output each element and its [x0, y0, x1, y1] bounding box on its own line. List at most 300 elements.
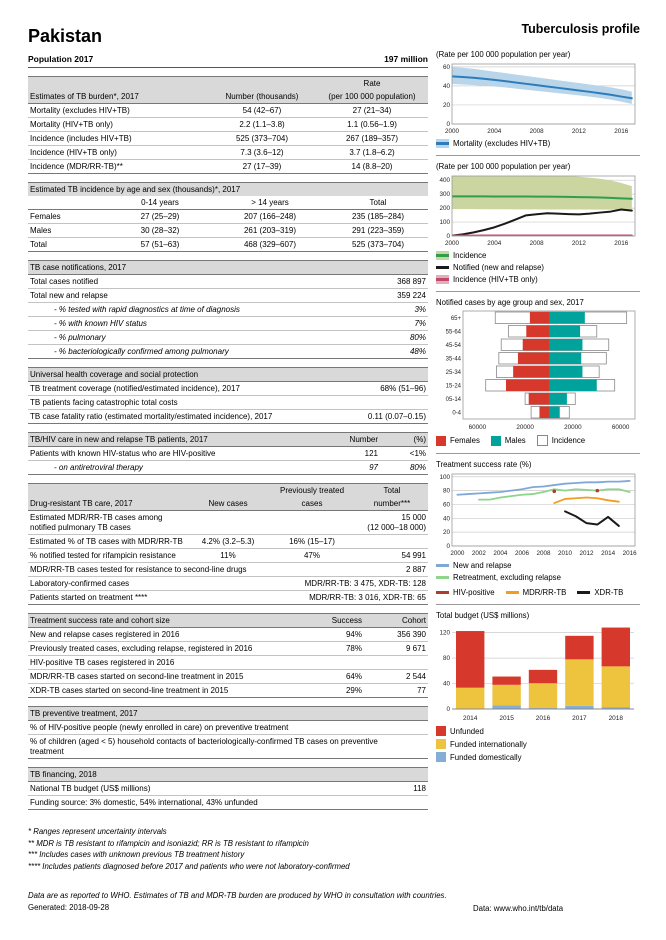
table-cell: (%) — [413, 434, 426, 444]
table-cell: 0-14 years — [141, 197, 179, 207]
svg-text:2000: 2000 — [444, 240, 460, 247]
table-cell: 80% — [409, 462, 426, 472]
xdr-line-marker — [577, 591, 590, 594]
table-row — [28, 118, 428, 132]
table-cell: 3.7 (1.8–6.2) — [349, 147, 395, 157]
table-row — [28, 261, 428, 275]
table-cell: 2.2 (1.1–3.8) — [239, 119, 285, 129]
table-cell: Total — [383, 485, 401, 495]
table-cell: 2 544 — [405, 671, 426, 681]
unfunded-swatch — [436, 726, 446, 736]
table-cell: 47% — [303, 550, 320, 560]
table-cell: Females — [30, 211, 61, 221]
data-table — [28, 367, 428, 424]
table-cell: 291 (223–359) — [351, 225, 405, 235]
table-row — [28, 563, 428, 577]
table-row — [28, 511, 428, 535]
population-row — [28, 54, 428, 68]
table-cell: 57 (51–63) — [140, 239, 180, 249]
svg-text:20000: 20000 — [564, 424, 582, 431]
table-cell — [396, 735, 428, 759]
table-cell: 267 (189–357) — [345, 133, 399, 143]
table-cell — [28, 196, 108, 210]
table-cell: Number — [349, 434, 378, 444]
legend-item — [491, 435, 526, 446]
svg-text:80: 80 — [442, 487, 450, 495]
incidence-swatch — [537, 435, 548, 446]
svg-text:60000: 60000 — [611, 424, 630, 431]
table-cell: Males — [30, 225, 52, 235]
legend-item — [436, 739, 640, 749]
legend-item — [436, 561, 640, 570]
svg-text:2016: 2016 — [614, 128, 629, 135]
table-cell: Rate — [363, 78, 381, 88]
hiv-incidence-band-line-marker — [436, 275, 449, 284]
svg-text:2012: 2012 — [579, 550, 594, 557]
table-cell: 54 (42–67) — [242, 105, 282, 115]
table-row — [28, 132, 428, 146]
table-row — [28, 410, 428, 424]
table-cell: % of children (aged < 5) household contacts of bacteriologically-confirmed TB cases on preventive treatment — [30, 736, 378, 756]
legend-item — [577, 588, 623, 597]
table-cell — [396, 721, 428, 735]
table-cell: New and relapse cases registered in 2016 — [30, 629, 180, 639]
table-cell: 27 (25–29) — [140, 211, 180, 221]
table-row — [28, 549, 428, 563]
uhc-social-protection-table — [28, 367, 428, 424]
table-row — [28, 707, 428, 721]
profile-title: Tuberculosis profile — [521, 22, 640, 36]
table-cell: 29% — [345, 685, 362, 695]
svg-text:55-64: 55-64 — [445, 329, 461, 336]
table-cell: % of HIV-positive people (newly enrolled in care) on preventive treatment — [30, 722, 289, 732]
data-link[interactable]: Data: www.who.int/tb/data — [473, 904, 564, 913]
mortality-trend-chart — [436, 60, 640, 136]
svg-text:2018: 2018 — [608, 715, 624, 722]
legend-label: New and relapse — [453, 561, 512, 570]
table-cell: New cases — [208, 498, 248, 508]
table-cell — [188, 511, 268, 535]
legend-item — [436, 726, 640, 736]
table-cell: cases — [301, 498, 323, 508]
svg-text:2000: 2000 — [450, 550, 465, 557]
table-cell: MDR/RR-TB cases started on second-line treatment in 2015 — [30, 671, 244, 681]
funded-internationally-swatch — [436, 739, 446, 749]
table-cell: 9 671 — [405, 643, 426, 653]
table-row — [28, 368, 428, 382]
table-cell — [308, 656, 364, 670]
table-cell: Previously treated cases, excluding relapse, registered in 2016 — [30, 643, 253, 653]
table-cell: Mortality (excludes HIV+TB) — [30, 105, 130, 115]
table-cell: > 14 years — [251, 197, 289, 207]
table-cell: % notified tested for rifampicin resistance — [30, 550, 176, 560]
legend-item — [436, 573, 640, 582]
legend-label: HIV-positive — [453, 588, 495, 597]
table-cell — [28, 77, 208, 91]
case-notifications-table — [28, 260, 428, 359]
table-cell: Total new and relapse — [30, 290, 108, 300]
table-row — [28, 396, 428, 410]
funded-domestically-swatch — [436, 752, 446, 762]
table-row — [28, 782, 428, 796]
table-cell: 54 991 — [401, 550, 426, 560]
table-cell: 64% — [345, 671, 362, 681]
age-sex-pyramid-chart — [436, 308, 640, 432]
table-row — [28, 484, 428, 498]
table-row — [28, 345, 428, 359]
table-cell: Number (thousands) — [225, 91, 299, 101]
data-table — [28, 706, 428, 759]
legend-item — [537, 435, 585, 446]
table-cell: Estimated % of TB cases with MDR/RR-TB — [30, 536, 183, 546]
divider — [436, 155, 640, 156]
legend-label: Females — [450, 436, 480, 445]
table-cell: 235 (185–284) — [351, 211, 405, 221]
table-cell: 80% — [409, 332, 426, 342]
preventive-treatment-table — [28, 706, 428, 759]
left-column — [28, 26, 428, 873]
table-cell: - % pulmonary — [54, 332, 106, 342]
table-cell: 207 (166–248) — [243, 211, 297, 221]
table-cell: - % bacteriologically confirmed among pulmonary — [54, 346, 229, 356]
budget-chart-caption: Total budget (US$ millions) — [436, 611, 530, 620]
table-cell: Cohort — [401, 615, 426, 625]
svg-text:20: 20 — [442, 529, 450, 537]
divider — [436, 453, 640, 454]
table-row — [28, 497, 428, 511]
table-row — [28, 535, 428, 549]
financing-table — [28, 767, 428, 810]
table-cell: Laboratory-confirmed cases — [30, 578, 130, 588]
table-row — [28, 275, 428, 289]
svg-text:2017: 2017 — [572, 715, 587, 722]
table-cell: 468 (329–607) — [243, 239, 297, 249]
table-cell: Incidence (HIV+TB only) — [30, 147, 117, 157]
table-cell: 1.1 (0.56–1.9) — [347, 119, 397, 129]
table-cell: Estimated TB incidence by age and sex (thousands)*, 2017 — [30, 184, 241, 194]
budget-chart — [436, 621, 640, 723]
treatment-success-table — [28, 613, 428, 698]
right-column — [436, 22, 640, 762]
table-row — [28, 289, 428, 303]
svg-text:60: 60 — [442, 63, 450, 71]
tb-hiv-care-table — [28, 432, 428, 475]
data-table — [28, 260, 428, 359]
legend-row — [436, 435, 640, 446]
table-cell: 68% (51–96) — [380, 383, 426, 393]
males-swatch — [491, 436, 501, 446]
table-cell: (per 100 000 population) — [328, 91, 416, 101]
legend-row — [436, 585, 640, 597]
table-cell: 27 (17–39) — [242, 161, 282, 171]
table-row — [28, 210, 428, 224]
retreatment-line-marker — [436, 576, 449, 579]
svg-text:20: 20 — [442, 101, 450, 109]
table-cell: Patients started on treatment **** — [30, 592, 148, 602]
pyramid-legend — [436, 435, 640, 446]
svg-text:2008: 2008 — [529, 128, 544, 135]
svg-text:120: 120 — [439, 629, 450, 637]
table-row — [28, 735, 428, 759]
table-row — [28, 104, 428, 118]
table-row — [28, 146, 428, 160]
svg-text:2006: 2006 — [514, 550, 529, 557]
table-cell: 0.11 (0.07–0.15) — [367, 411, 426, 421]
table-cell: 30 (28–32) — [140, 225, 180, 235]
footnotes — [28, 826, 428, 873]
table-row — [28, 768, 428, 782]
legend-label: Mortality (excludes HIV+TB) — [453, 139, 551, 148]
legend-label: Funded internationally — [450, 739, 527, 749]
table-cell: 2 887 — [405, 564, 426, 574]
table-cell: Incidence (MDR/RR-TB)** — [30, 161, 123, 171]
svg-text:60: 60 — [442, 501, 450, 509]
mortality-legend — [436, 139, 640, 148]
table-cell — [368, 796, 428, 810]
table-cell: - % tested with rapid diagnostics at time of diagnosis — [54, 304, 240, 314]
table-cell: Treatment success rate and cohort size — [30, 615, 170, 625]
divider — [436, 604, 640, 605]
table-cell: number*** — [373, 498, 411, 508]
data-table — [28, 483, 428, 605]
svg-text:2004: 2004 — [493, 550, 508, 557]
table-cell: MDR/RR-TB cases tested for resistance to second-line drugs — [30, 564, 247, 574]
svg-text:100: 100 — [439, 473, 450, 481]
table-row — [28, 303, 428, 317]
legend-label: Notified (new and relapse) — [453, 263, 545, 272]
table-cell: Universal health coverage and social protection — [30, 369, 199, 379]
svg-text:40: 40 — [442, 680, 450, 688]
table-row — [28, 628, 428, 642]
table-cell: 15 000 (12 000–18 000) — [367, 512, 426, 532]
treatment-success-legend — [436, 561, 640, 597]
table-cell: 7% — [414, 318, 426, 328]
data-table — [28, 613, 428, 698]
treatment-success-chart-caption: Treatment success rate (%) — [436, 460, 532, 469]
legend-item — [436, 435, 480, 446]
incidence-age-sex-table — [28, 182, 428, 252]
svg-text:45-54: 45-54 — [445, 342, 461, 349]
svg-text:40: 40 — [442, 515, 450, 523]
legend-item — [436, 263, 640, 272]
table-row — [28, 614, 428, 628]
table-cell: Mortality (HIV+TB only) — [30, 119, 113, 129]
legend-item — [436, 588, 495, 597]
page-title: Pakistan — [28, 26, 103, 46]
svg-text:0: 0 — [446, 121, 450, 128]
svg-text:2016: 2016 — [535, 715, 551, 722]
table-row — [28, 196, 428, 210]
hiv-positive-line-marker — [436, 591, 449, 594]
table-cell: Estimates of TB burden*, 2017 — [30, 91, 139, 101]
footer-note: Data are as reported to WHO. Estimates of TB and MDR-TB burden are produced by WHO in consultation with countries. — [28, 891, 447, 900]
population-label: Population 2017 — [28, 54, 94, 64]
table-cell: TB patients facing catastrophic total costs — [30, 397, 178, 407]
table-cell: TB case fatality ratio (estimated mortality/estimated incidence), 2017 — [30, 411, 273, 421]
incidence-chart-caption: (Rate per 100 000 population per year) — [436, 162, 571, 171]
table-cell: 97 — [369, 462, 378, 472]
footnote: ** MDR is TB resistant to rifampicin and isoniazid; RR is TB resistant to rifampicin — [28, 838, 309, 848]
legend-item — [436, 139, 640, 148]
mdr-line-marker — [506, 591, 519, 594]
legend-label: Funded domestically — [450, 752, 522, 762]
footnote: * Ranges represent uncertainty intervals — [28, 827, 167, 836]
population-value: 197 million — [384, 54, 428, 64]
incidence-trend-chart — [436, 172, 640, 248]
table-row — [28, 721, 428, 735]
svg-text:2008: 2008 — [536, 550, 551, 557]
table-cell: 3% — [414, 304, 426, 314]
new-relapse-line-marker — [436, 564, 449, 567]
table-row — [28, 796, 428, 810]
table-cell: - on antiretroviral therapy — [54, 462, 143, 472]
table-cell: 78% — [345, 643, 362, 653]
legend-item — [436, 752, 640, 762]
svg-text:20000: 20000 — [516, 424, 534, 431]
legend-label: Retreatment, excluding relapse — [453, 573, 561, 582]
incidence-band-line-marker — [436, 251, 449, 260]
table-row — [28, 238, 428, 252]
table-cell: MDR/RR-TB: 3 475, XDR-TB: 128 — [304, 578, 426, 588]
svg-text:35-44: 35-44 — [445, 356, 461, 363]
legend-label: MDR/RR-TB — [522, 588, 567, 597]
table-cell: Previously treated — [279, 485, 345, 495]
table-cell — [28, 484, 188, 498]
table-row — [28, 77, 428, 91]
table-row — [28, 433, 428, 447]
females-swatch — [436, 436, 446, 446]
table-cell: Total — [30, 239, 47, 249]
table-cell: 48% — [409, 346, 426, 356]
svg-text:2004: 2004 — [487, 240, 502, 247]
svg-text:65+: 65+ — [450, 315, 461, 322]
svg-text:80: 80 — [442, 655, 450, 663]
table-row — [28, 317, 428, 331]
table-row — [28, 331, 428, 345]
treatment-success-chart — [436, 470, 640, 558]
table-cell: <1% — [409, 448, 426, 458]
table-cell: National TB budget (US$ millions) — [30, 783, 151, 793]
footer — [28, 891, 640, 912]
legend-item — [506, 588, 567, 597]
svg-text:0: 0 — [446, 233, 450, 240]
svg-text:400: 400 — [439, 177, 450, 185]
table-row — [28, 684, 428, 698]
table-cell — [208, 77, 316, 91]
table-row — [28, 656, 428, 670]
legend-label: Incidence — [453, 251, 487, 260]
data-table — [28, 182, 428, 252]
legend-label: Unfunded — [450, 726, 484, 736]
svg-text:2012: 2012 — [571, 128, 586, 135]
svg-text:300: 300 — [439, 191, 450, 199]
table-cell: - % with known HIV status — [54, 318, 147, 328]
mortality-band-line-marker — [436, 139, 449, 148]
table-cell: Total — [369, 197, 387, 207]
table-row — [28, 591, 428, 605]
table-cell: TB case notifications, 2017 — [30, 262, 127, 272]
svg-text:100: 100 — [439, 219, 450, 227]
legend-label: XDR-TB — [594, 588, 624, 597]
table-cell: 525 (373–704) — [351, 239, 405, 249]
table-cell: Success — [331, 615, 362, 625]
table-cell: 77 — [417, 685, 426, 695]
table-cell — [188, 484, 268, 498]
svg-text:2016: 2016 — [614, 240, 629, 247]
table-cell: Patients with known HIV-status who are HIV-positive — [30, 448, 216, 458]
table-row — [28, 461, 428, 475]
footnote: *** Includes cases with unknown previous TB treatment history — [28, 850, 245, 860]
table-cell: 356 390 — [397, 629, 426, 639]
generated-date: Generated: 2018-09-28 — [28, 903, 110, 912]
svg-text:25-34: 25-34 — [445, 369, 461, 376]
table-cell: TB/HIV care in new and relapse TB patients, 2017 — [30, 434, 208, 444]
svg-text:60000: 60000 — [468, 424, 487, 431]
table-cell: 7.3 (3.6–12) — [240, 147, 284, 157]
legend-item — [436, 275, 640, 284]
mortality-chart-caption: (Rate per 100 000 population per year) — [436, 50, 571, 59]
table-cell: MDR/RR-TB: 3 016, XDR-TB: 65 — [309, 592, 426, 602]
table-cell: TB preventive treatment, 2017 — [30, 708, 138, 718]
legend-label: Males — [504, 436, 526, 445]
svg-text:200: 200 — [439, 205, 450, 213]
legend-item — [436, 251, 640, 260]
svg-text:2016: 2016 — [622, 550, 637, 557]
table-cell: TB treatment coverage (notified/estimated incidence), 2017 — [30, 383, 240, 393]
incidence-legend — [436, 251, 640, 284]
table-cell: HIV-positive TB cases registered in 2016 — [30, 657, 175, 667]
svg-text:40: 40 — [442, 82, 450, 90]
table-cell: 525 (373–704) — [235, 133, 289, 143]
table-row — [28, 382, 428, 396]
footnote: **** Includes patients diagnosed before 2017 and patients who were not laboratory-confirmed — [28, 862, 350, 872]
data-table — [28, 767, 428, 810]
table-row — [28, 642, 428, 656]
legend-label: Incidence — [551, 436, 586, 445]
table-cell: TB financing, 2018 — [30, 769, 97, 779]
notified-line-marker — [436, 266, 449, 269]
svg-text:2014: 2014 — [462, 715, 478, 722]
legend-label: Incidence (HIV+TB only) — [453, 275, 538, 284]
svg-text:2002: 2002 — [471, 550, 486, 557]
svg-text:2015: 2015 — [499, 715, 514, 722]
svg-text:2004: 2004 — [487, 128, 502, 135]
tb-burden-table — [28, 76, 428, 174]
table-cell: 359 224 — [397, 290, 426, 300]
table-cell: 4.2% (3.2–5.3) — [201, 536, 255, 546]
drug-resistant-care-table — [28, 483, 428, 605]
svg-text:15-24: 15-24 — [445, 383, 461, 390]
table-cell — [356, 535, 428, 549]
table-cell: Drug-resistant TB care, 2017 — [30, 498, 133, 508]
svg-text:2012: 2012 — [571, 240, 586, 247]
table-row — [28, 670, 428, 684]
table-row — [28, 224, 428, 238]
divider — [436, 291, 640, 292]
table-cell: 94% — [345, 629, 362, 639]
table-cell: 27 (21–34) — [352, 105, 392, 115]
data-table — [28, 76, 428, 174]
table-cell: 11% — [220, 550, 236, 560]
svg-text:0-4: 0-4 — [452, 410, 461, 417]
table-cell: 16% (15–17) — [289, 536, 335, 546]
table-cell: Funding source: 3% domestic, 54% international, 43% unfunded — [30, 797, 258, 807]
pyramid-chart-caption: Notified cases by age group and sex, 2017 — [436, 298, 584, 307]
svg-text:2014: 2014 — [601, 550, 616, 557]
table-cell — [364, 656, 428, 670]
table-row — [28, 183, 428, 197]
table-cell: Incidence (includes HIV+TB) — [30, 133, 132, 143]
